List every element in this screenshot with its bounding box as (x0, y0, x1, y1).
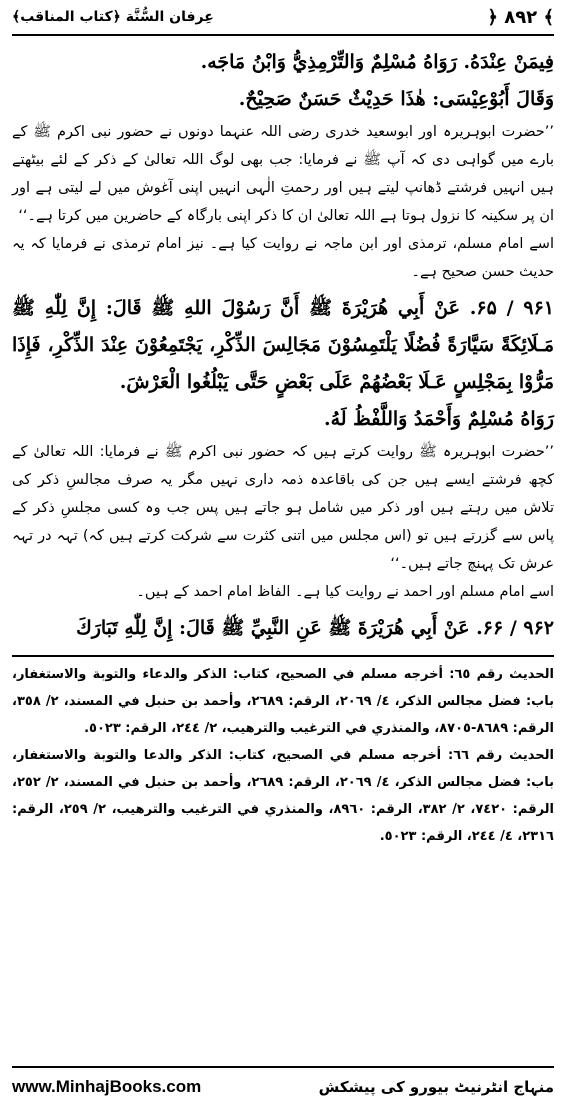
urdu-translation: اسے امام مسلم اور احمد نے روایت کیا ہے۔ الفاظ امام احمد کے ہیں۔ (136, 584, 554, 600)
urdu-translation: اسے امام مسلم، ترمذی اور ابن ماجہ نے روایت کیا ہے۔ نیز امام ترمذی نے فرمایا کہ یہ حدیث حسن صحیح ہے۔ (12, 236, 554, 280)
footnote: الحديث رقم ٦٦: أخرجه مسلم في الصحيح، كتاب: الذكر والدعا والتوبة والاستغفار، باب: فضل مجالس الذكر، ٤/ ٢٠٦٩، الرقم: ٢٦٨٩، وأحمد بن حنبل في المسند، ٢/ ٢٥٢، الرقم: ٧٤٢٠، ٢/ ٣٨٢، الرقم: ٨٩٦٠، والمنذري في الترغيب والترهيب، ٢/ ٢٥٩، الرقم: ٢٣١٦، ٤/ ٢٤٤، الرقم: ٥٠٢٣. (12, 748, 555, 844)
page-body (12, 36, 554, 647)
page-header (12, 0, 554, 36)
page-footer (12, 1066, 554, 1106)
footer-url[interactable]: www.MinhajBooks.com (12, 1077, 202, 1096)
urdu-translation: ’’حضرت ابوہریرہ ﷺ روایت کرتے ہیں کہ حضور نبی اکرم ﷺ نے فرمایا: اللہ تعالیٰ کے کچھ فرشتے ایسے ہیں جن کی باقاعدہ ذمہ داری نہیں مگر یہ صرف مجالسِ ذکر کی تلاش میں رہتے ہیں اور ذکر میں شامل ہو جاتے ہیں پس جب وہ کسی مجلسِ ذکر کے پاس سے گزرتے ہیں تو (اس مجلس میں اتنی کثرت سے شرکت کرتے ہیں کہ) تہہ در تہہ عرش تک پہنچ جاتے ہیں۔‘‘ (12, 444, 554, 572)
hadith-text: ۹۶۱ / ۶۵. عَنْ أَبِي هُرَيْرَةَ ﷺ أَنَّ رَسُوْلَ اللهِ ﷺ قَالَ: إِنَّ لِلّٰهِ ﷺ مَـلَائِكَةً سَيَّارَةً فُضُلًا يَلْتَمِسُوْنَ مَجَالِسَ الذِّكْرِ، يَجْتَمِعُوْنَ عِنْدَ الذِّكْرِ، فَإِذَا مَرُّوْا بِمَجْلِسٍ عَـلَا بَعْضُهُمْ عَلَى بَعْضٍ حَتَّى يَبْلُغُوا الْعَرْشَ. (12, 297, 554, 393)
hadith-text: ۹۶۲ / ۶۶. عَنْ أَبِي هُرَيْرَةَ ﷺ عَنِ النَّبِيِّ ﷺ قَالَ: إِنَّ لِلّٰهِ تَبَارَكَ (76, 617, 554, 639)
page-number: ﴾ ۸۹۲ ﴿ (487, 6, 554, 28)
footer-credit: منہاج انٹرنیٹ بیورو کی پیشکش (318, 1078, 554, 1096)
footnote: الحديث رقم ٦٥: أخرجه مسلم في الصحيح، كتاب: الذكر والدعاء والتوبة والاستغفار، باب: فضل مجالس الذكر، ٤/ ٢٠٦٩، الرقم: ٢٦٨٩، وأحمد بن حنبل في المسند، ٢/ ٣٥٨، الرقم: ٨٦٨٩-٨٧٠٥، والمنذري في الترغيب والترهيب، ٢/ ٢٤٤، الرقم: ٥٠٢٣. (12, 667, 554, 736)
book-title: عِرفان السُّنَّة ﴿کتاب المناقب﴾ (12, 9, 214, 25)
urdu-translation: ’’حضرت ابوہریرہ اور ابوسعید خدری رضی اللہ عنہما دونوں نے حضور نبی اکرم ﷺ کے بارے میں گواہی دی کہ آپ ﷺ نے فرمایا: جب بھی لوگ اللہ تعالیٰ کے ذکر کے لئے بیٹھتے ہیں انہیں فرشتے ڈھانپ لیتے ہیں اور رحمتِ الٰہی انہیں اپنی آغوش میں لے لیتی ہے اور ان پر سکینہ کا نزول ہوتا ہے اللہ تعالیٰ ان کا ذکر اپنی بارگاہ کے حاضرین میں کرتا ہے۔‘‘ (12, 124, 554, 224)
arabic-text: وَقَالَ أَبُوْعِيْسَى: هٰذَا حَدِيْثٌ حَسَنٌ صَحِيْحٌ. (238, 88, 554, 110)
arabic-text: رَوَاهُ مُسْلِمٌ وَأَحْمَدُ وَاللَّفْظُ لَهُ. (323, 408, 554, 430)
arabic-text: فِیمَنْ عِنْدَهُ. رَوَاهُ مُسْلِمٌ وَالتِّرْمِذِيُّ وَابْنُ مَاجَه. (200, 51, 554, 73)
footnotes (12, 655, 554, 850)
